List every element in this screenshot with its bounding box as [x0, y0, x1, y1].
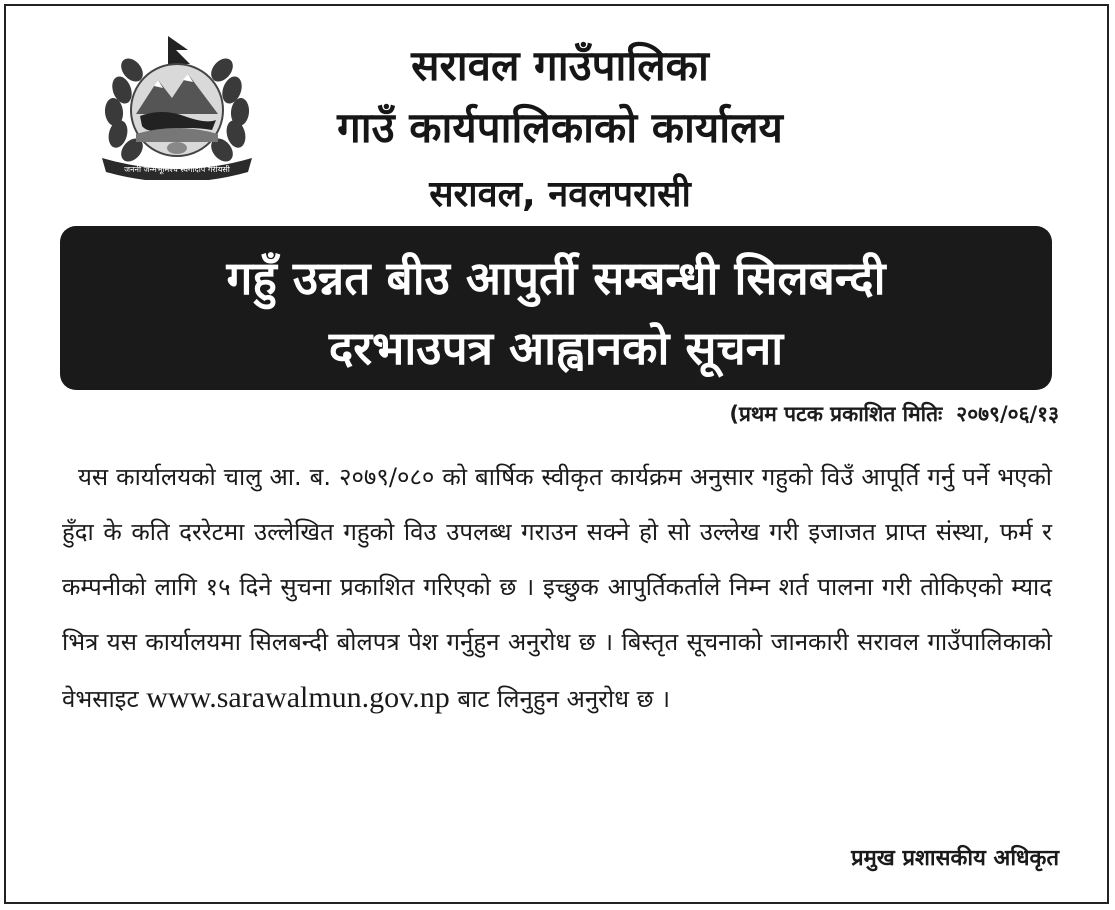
- emblem-motto: जननी जन्मभूमिश्च स्वर्गादपि गरीयसी: [124, 165, 230, 174]
- notice-title-line1: गहुँ उन्नत बीउ आपुर्ती सम्बन्धी सिलबन्दी: [226, 251, 886, 305]
- signatory-title: प्रमुख प्रशासकीय अधिकृत: [851, 846, 1059, 871]
- notice-title-line2: दरभाउपत्र आह्वानको सूचना: [328, 321, 784, 375]
- municipality-name: सरावल गाउँपालिका: [411, 41, 709, 90]
- notice-title-box: [60, 226, 1052, 390]
- publication-date-value: २०७९/०६/१३: [956, 402, 1059, 426]
- office-name: गाउँ कार्यपालिकाको कार्यालय: [337, 103, 783, 152]
- nepal-emblem-icon: [92, 30, 262, 180]
- notice-body: [62, 450, 1052, 727]
- publication-date: [729, 400, 1059, 428]
- website-link[interactable]: www.sarawalmun.gov.np: [146, 681, 450, 714]
- office-location: सरावल, नवलपरासी: [429, 174, 691, 215]
- notice-body-text: यस कार्यालयको चालु आ. ब. २०७९/०८० को बार्षिक स्वीकृत कार्यक्रम अनुसार गहुको विउँ आपूर्ति गर्नु पर्ने भएको हुँदा के कति दररेटमा उल्लेखित गहुको विउ उपलब्ध गराउन सक्ने हो सो उल्लेख गरी इजाजत प्राप्त संस्था, फर्म र कम्पनीको लागि १५ दिने सुचना प्रकाशित गरिएको छ । इच्छुक आपुर्तिकर्ताले निम्न शर्त पालना गरी तोकिएको म्याद भित्र यस कार्यालयमा सिलबन्दी बोलपत्र पेश गर्नुहुन अनुरोध छ । बिस्तृत सूचनाको जानकारी सरावल गाउँपालिकाको वेभसाइट: [62, 463, 1052, 713]
- notice-body-closing: बाट लिनुहुन अनुरोध छ ।: [457, 685, 671, 713]
- publication-date-label: (प्रथम पटक प्रकाशित मितिः: [729, 402, 943, 426]
